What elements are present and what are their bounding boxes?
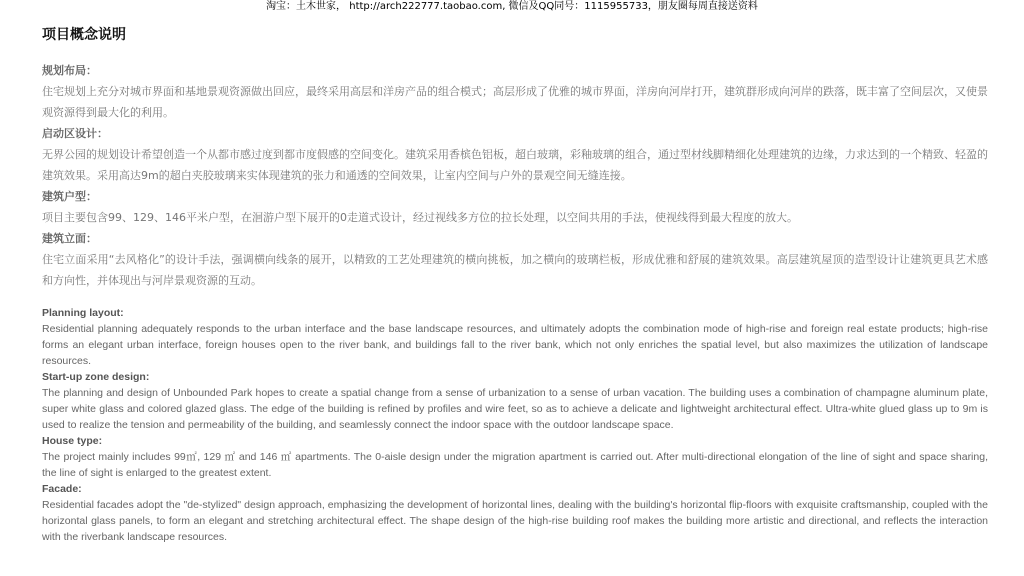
- section-heading-house-type-en: House type:: [42, 435, 103, 447]
- section-body-planning-cn: 住宅规划上充分对城市界面和基地景观资源做出回应，最终采用高层和洋房产品的组合模式；高层形成了优雅的城市界面，洋房向河岸打开，建筑群形成向河岸的跌落，既丰富了空间层次，又使景观资源得到最大化的利用。: [42, 85, 988, 119]
- section-body-facade-cn: 住宅立面采用“去风格化”的设计手法，强调横向线条的展开，以精致的工艺处理建筑的横向挑板，加之横向的玻璃栏板，形成优雅和舒展的建筑效果。高层建筑屋顶的造型设计让建筑更具艺术感和方向性，并体现出与河岸景观资源的互动。: [42, 253, 988, 287]
- section-body-facade-en: Residential facades adopt the "de-stylized" design approach, emphasizing the development of horizontal lines, dealing with the building's horizontal flip-floors with exquisite craftsmanship, coupled with the horizontal glass panels, to form an elegant and stretching architectural effect. The shape design of the high-rise building roof makes the building more artistic and directional, and reflects the interaction with the riverbank landscape resources.: [42, 499, 988, 543]
- section-heading-startup-cn: 启动区设计：: [42, 127, 108, 140]
- section-heading-startup-en: Start-up zone design:: [42, 371, 150, 383]
- section-heading-planning-cn: 规划布局：: [42, 64, 97, 77]
- section-body-planning-en: Residential planning adequately responds to the urban interface and the base landscape resources, and ultimately adopts the combination mode of high-rise and foreign real estate products; high-rise forms an elegant urban interface, foreign houses open to the river bank, and buildings fall to the river bank, which not only enriches the spatial level, but also maximizes the utilization of landscape resources.: [42, 323, 988, 367]
- english-description: [42, 305, 988, 545]
- section-body-house-type-cn: 项目主要包含99、129、146平米户型，在洄游户型下展开的0走道式设计，经过视线多方位的拉长处理，以空间共用的手法，使视线得到最大程度的放大。: [42, 211, 798, 224]
- section-heading-facade-cn: 建筑立面：: [42, 232, 97, 245]
- page-title: 项目概念说明: [42, 27, 126, 43]
- chinese-description: [42, 60, 988, 291]
- header-banner: 淘宝：土木世家， http://arch222777.taobao.com, 微信及QQ同号：1115955733，朋友圈每周直接送资料: [266, 1, 758, 12]
- section-heading-facade-en: Facade:: [42, 483, 82, 495]
- section-body-startup-en: The planning and design of Unbounded Park hopes to create a spatial change from a sense of urbanization to a sense of urban vacation. The building uses a combination of champagne aluminum plate, super white glass and colored glazed glass. The edge of the building is refined by profiles and wire feet, so as to achieve a delicate and lightweight architectural effect. Ultra-white glued glass up to 9m is used to realize the tension and permeability of the building, and seamlessly connect the indoor space with the outdoor landscape space.: [42, 387, 988, 431]
- section-body-startup-cn: 无界公园的规划设计希望创造一个从都市感过度到都市度假感的空间变化。建筑采用香槟色铝板，超白玻璃，彩釉玻璃的组合，通过型材线脚精细化处理建筑的边缘，力求达到的一个精致、轻盈的建筑效果。采用高达9m的超白夹胶玻璃来实体现建筑的张力和通透的空间效果，让室内空间与户外的景观空间无缝连接。: [42, 148, 988, 182]
- section-body-house-type-en: The project mainly includes 99㎡, 129 ㎡ and 146 ㎡ apartments. The 0-aisle design under the migration apartment is carried out. After multi-directional elongation of the line of sight and space sharing, the line of sight is enlarged to the greatest extent.: [42, 451, 988, 479]
- section-heading-house-type-cn: 建筑户型：: [42, 190, 97, 203]
- section-heading-planning-en: Planning layout:: [42, 307, 124, 319]
